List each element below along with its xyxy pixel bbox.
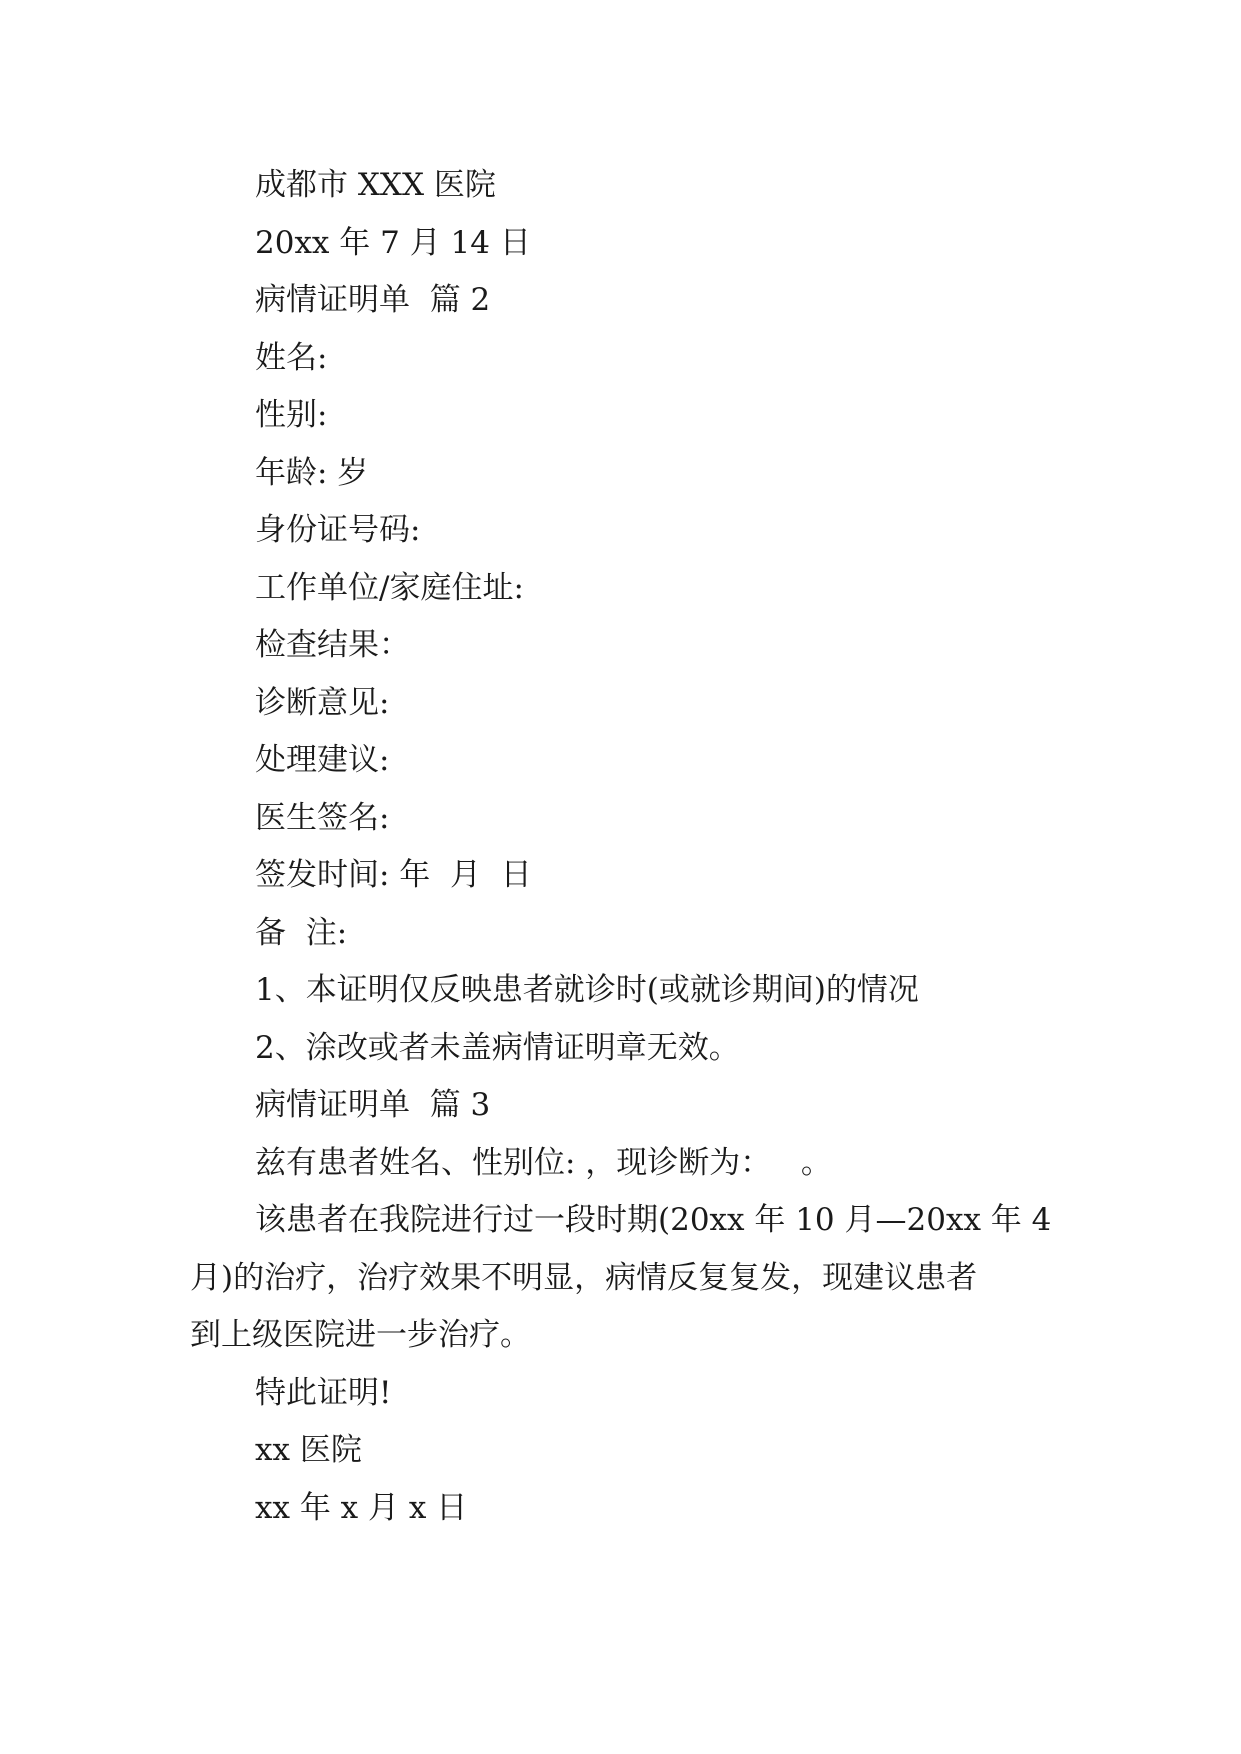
issue-date-field-label: 签发时间: 年 月 日 xyxy=(255,857,532,893)
patient-diagnosis-line: 兹有患者姓名、性别位: ，现诊断为： 。 xyxy=(255,1145,832,1181)
section-title-2: 病情证明单 篇 2 xyxy=(255,282,491,318)
body-paragraph-line-3: 到上级医院进一步治疗。 xyxy=(190,1317,531,1353)
remark-item-1: 1、本证明仅反映患者就诊时(或就诊期间)的情况 xyxy=(255,972,919,1008)
gender-field-label: 性别: xyxy=(255,397,328,433)
name-field-label: 姓名: xyxy=(255,340,328,376)
remarks-label: 备 注: xyxy=(255,915,348,951)
body-paragraph-line-2: 月)的治疗，治疗效果不明显，病情反复复发，现建议患者 xyxy=(190,1260,978,1296)
section-title-3: 病情证明单 篇 3 xyxy=(255,1087,491,1123)
date-line: 20xx 年 7 月 14 日 xyxy=(255,225,531,261)
workplace-address-field-label: 工作单位/家庭住址: xyxy=(255,570,524,606)
issuing-date: xx 年 x 月 x 日 xyxy=(255,1490,468,1526)
id-number-field-label: 身份证号码: xyxy=(255,512,421,548)
doctor-signature-field-label: 医生签名: xyxy=(255,800,390,836)
issuing-hospital: xx 医院 xyxy=(255,1432,362,1468)
remark-item-2: 2、涂改或者未盖病情证明章无效。 xyxy=(255,1030,740,1066)
hospital-name-line: 成都市 XXX 医院 xyxy=(255,167,496,203)
diagnosis-field-label: 诊断意见: xyxy=(255,685,390,721)
certification-statement: 特此证明! xyxy=(255,1375,392,1411)
age-field-label: 年龄: 岁 xyxy=(255,455,369,491)
treatment-advice-field-label: 处理建议: xyxy=(255,742,390,778)
body-paragraph-line-1: 该患者在我院进行过一段时期(20xx 年 10 月—20xx 年 4 xyxy=(255,1202,1052,1238)
exam-result-field-label: 检查结果： xyxy=(255,627,410,663)
